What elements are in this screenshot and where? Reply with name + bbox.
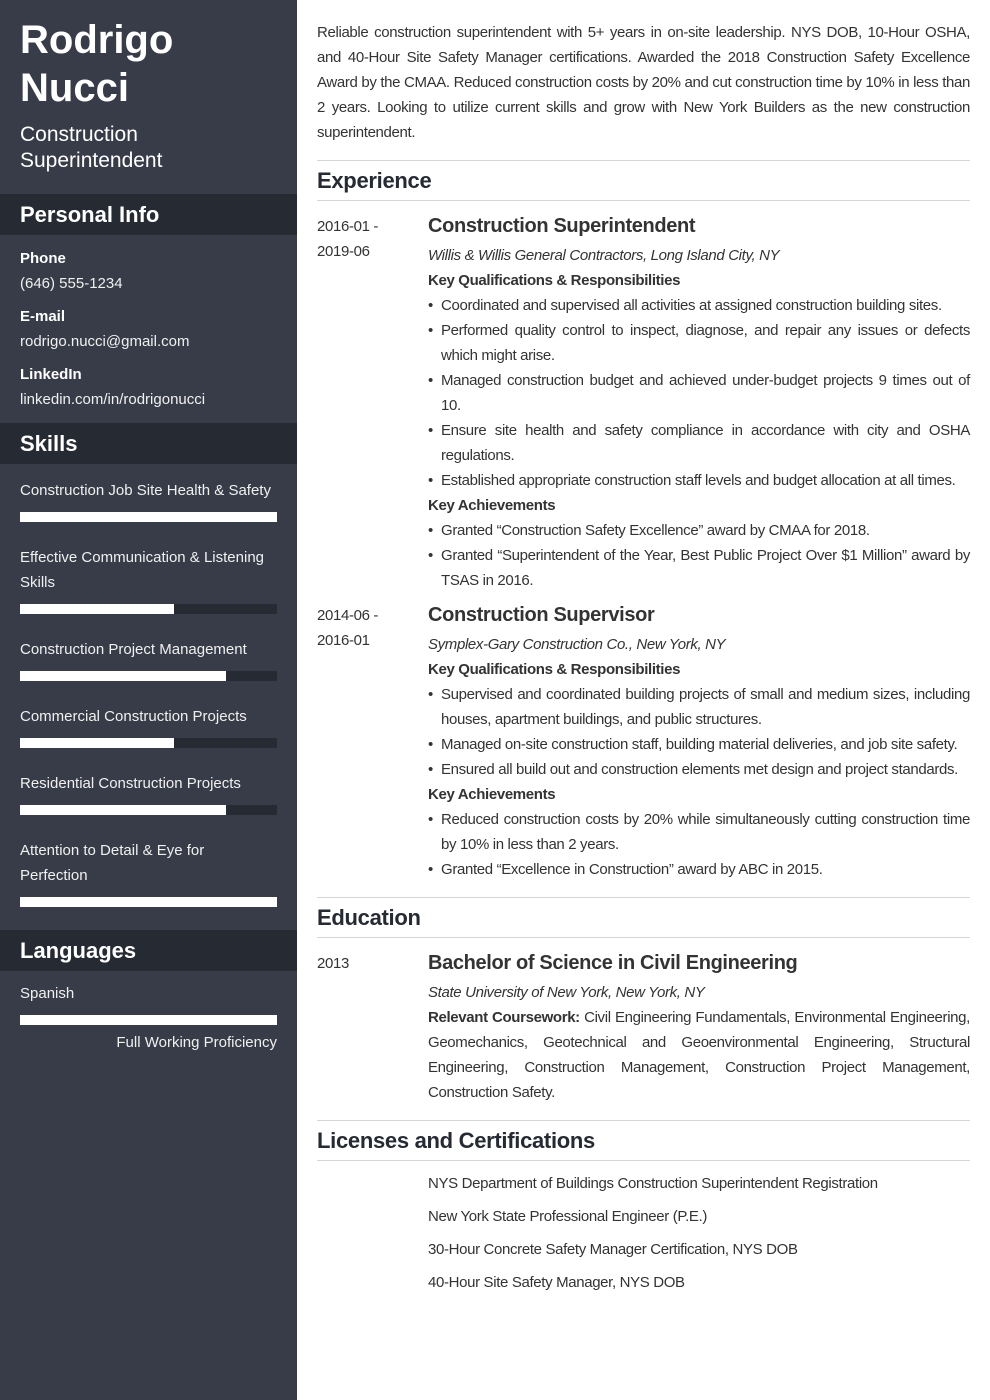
job-title: Construction Superintendent	[428, 215, 696, 237]
skill-label: Effective Communication & Listening Skills	[20, 549, 265, 591]
sidebar	[0, 0, 297, 1400]
skill-item	[20, 637, 277, 681]
achievements-list	[428, 807, 970, 882]
list-item: • Reduced construction costs by 20% while simultaneously cutting construction time by 10% in less than 2 years.	[428, 807, 970, 857]
skill-bar-fill	[20, 671, 226, 681]
certifications-heading: Licenses and Certifications	[317, 1120, 970, 1161]
job-entry	[317, 214, 970, 593]
education-heading: Education	[317, 897, 970, 938]
certification-item: 30-Hour Concrete Safety Manager Certification, NYS DOB	[428, 1241, 798, 1258]
coursework-list: Civil Engineering Fundamentals, Environmental Engineering, Geomechanics, Geotechnical and Geoenvironmental Engineering, Structural Engineering, Construction Management, Construction Project Management, Construction Safety.	[428, 1009, 970, 1101]
skill-item	[20, 771, 277, 815]
job-dates	[317, 603, 428, 882]
list-item: • Ensure site health and safety compliance in accordance with city and OSHA regulations.	[428, 418, 970, 468]
language-bar	[20, 1015, 277, 1025]
skill-item	[20, 545, 277, 614]
responsibilities-list	[428, 682, 970, 782]
skill-bar	[20, 512, 277, 522]
date-start: 2016-01 -	[317, 218, 379, 235]
skill-bar-fill	[20, 512, 277, 522]
languages-list	[0, 971, 297, 1053]
skill-bar	[20, 671, 277, 681]
coursework	[428, 1005, 970, 1105]
candidate-title	[0, 112, 297, 174]
skill-label: Commercial Construction Projects	[20, 708, 247, 725]
linkedin-value[interactable]: linkedin.com/in/rodrigonucci	[20, 391, 206, 408]
certification-item: NYS Department of Buildings Construction Superintendent Registration	[428, 1175, 878, 1192]
list-item: • Managed construction budget and achieved under-budget projects 9 times out of 10.	[428, 368, 970, 418]
certification-item: New York State Professional Engineer (P.E.)	[428, 1208, 708, 1225]
email-value[interactable]: rodrigo.nucci@gmail.com	[20, 333, 190, 350]
list-item: • Supervised and coordinated building projects of small and medium sizes, including houses, apartment buildings, and public structures.	[428, 682, 970, 732]
language-bar-fill	[20, 1015, 277, 1025]
job-company: Symplex-Gary Construction Co., New York, NY	[428, 636, 726, 653]
skill-label: Construction Job Site Health & Safety	[20, 482, 271, 499]
job-title: Construction Supervisor	[428, 604, 655, 626]
skill-bar-fill	[20, 897, 277, 907]
experience-heading: Experience	[317, 160, 970, 201]
responsibilities-heading: Key Qualifications & Responsibilities	[428, 272, 681, 289]
certification-item: 40-Hour Site Safety Manager, NYS DOB	[428, 1274, 685, 1291]
education-body	[428, 951, 970, 1105]
language-proficiency: Full Working Proficiency	[116, 1034, 277, 1051]
list-item: • Granted “Construction Safety Excellence” award by CMAA for 2018.	[428, 518, 970, 543]
certifications-list	[317, 1171, 970, 1295]
skill-bar	[20, 897, 277, 907]
job-dates	[317, 214, 428, 593]
skills-list	[0, 464, 297, 907]
skill-bar	[20, 738, 277, 748]
job-body	[428, 214, 970, 593]
main-content	[317, 20, 970, 1303]
skill-label: Residential Construction Projects	[20, 775, 241, 792]
job-entry	[317, 603, 970, 882]
title-line-2: Superintendent	[20, 149, 163, 172]
phone-value[interactable]: (646) 555-1234	[20, 275, 123, 292]
coursework-label: Relevant Coursework:	[428, 1009, 580, 1026]
achievements-list	[428, 518, 970, 593]
list-item: • Coordinated and supervised all activities at assigned construction building sites.	[428, 293, 970, 318]
date-start: 2014-06 -	[317, 607, 379, 624]
skill-item	[20, 478, 277, 522]
name-first: Rodrigo	[20, 18, 174, 62]
education-date: 2013	[317, 955, 349, 972]
date-end: 2016-01	[317, 632, 370, 649]
linkedin-label: LinkedIn	[20, 366, 82, 383]
job-body	[428, 603, 970, 882]
personal-info-list	[0, 235, 297, 410]
title-line-1: Construction	[20, 123, 138, 146]
responsibilities-heading: Key Qualifications & Responsibilities	[428, 661, 681, 678]
list-item: • Established appropriate construction staff levels and budget allocation at all times.	[428, 468, 970, 493]
list-item: • Granted “Superintendent of the Year, Best Public Project Over $1 Million” award by TSAS in 2016.	[428, 543, 970, 593]
list-item: • Managed on-site construction staff, building material deliveries, and job site safety.	[428, 732, 970, 757]
email-label: E-mail	[20, 308, 66, 325]
list-item: • Ensured all build out and construction elements met design and project standards.	[428, 757, 970, 782]
degree: Bachelor of Science in Civil Engineering	[428, 952, 798, 974]
education-entry	[317, 951, 970, 1105]
skill-bar	[20, 805, 277, 815]
profile-summary: Reliable construction superintendent with 5+ years in on-site leadership. NYS DOB, 10-Hour OSHA, and 40-Hour Site Safety Manager certifications. Awarded the 2018 Construction Safety Excellence Award by the CMAA. Reduced construction costs by 20% and cut construction time by 10% in less than 2 years. Looking to utilize current skills and grow with New York Builders as the new construction superintendent.	[317, 24, 970, 141]
skill-label: Attention to Detail & Eye for Perfection	[20, 842, 205, 884]
skill-bar-fill	[20, 805, 226, 815]
skill-item	[20, 838, 277, 907]
list-item: • Performed quality control to inspect, diagnose, and repair any issues or defects which might arise.	[428, 318, 970, 368]
personal-info-heading: Personal Info	[0, 194, 297, 235]
job-company: Willis & Willis General Contractors, Long Island City, NY	[428, 247, 780, 264]
name-last: Nucci	[20, 66, 129, 110]
achievements-heading: Key Achievements	[428, 786, 556, 803]
skill-label: Construction Project Management	[20, 641, 247, 658]
language-label: Spanish	[20, 985, 75, 1002]
languages-heading: Languages	[0, 930, 297, 971]
date-end: 2019-06	[317, 243, 370, 260]
skills-heading: Skills	[0, 423, 297, 464]
skill-bar	[20, 604, 277, 614]
school: State University of New York, New York, NY	[428, 984, 705, 1001]
responsibilities-list	[428, 293, 970, 493]
phone-label: Phone	[20, 250, 66, 267]
achievements-heading: Key Achievements	[428, 497, 556, 514]
skill-item	[20, 704, 277, 748]
candidate-name	[0, 0, 297, 112]
skill-bar-fill	[20, 738, 174, 748]
skill-bar-fill	[20, 604, 174, 614]
list-item: • Granted “Excellence in Construction” award by ABC in 2015.	[428, 857, 970, 882]
